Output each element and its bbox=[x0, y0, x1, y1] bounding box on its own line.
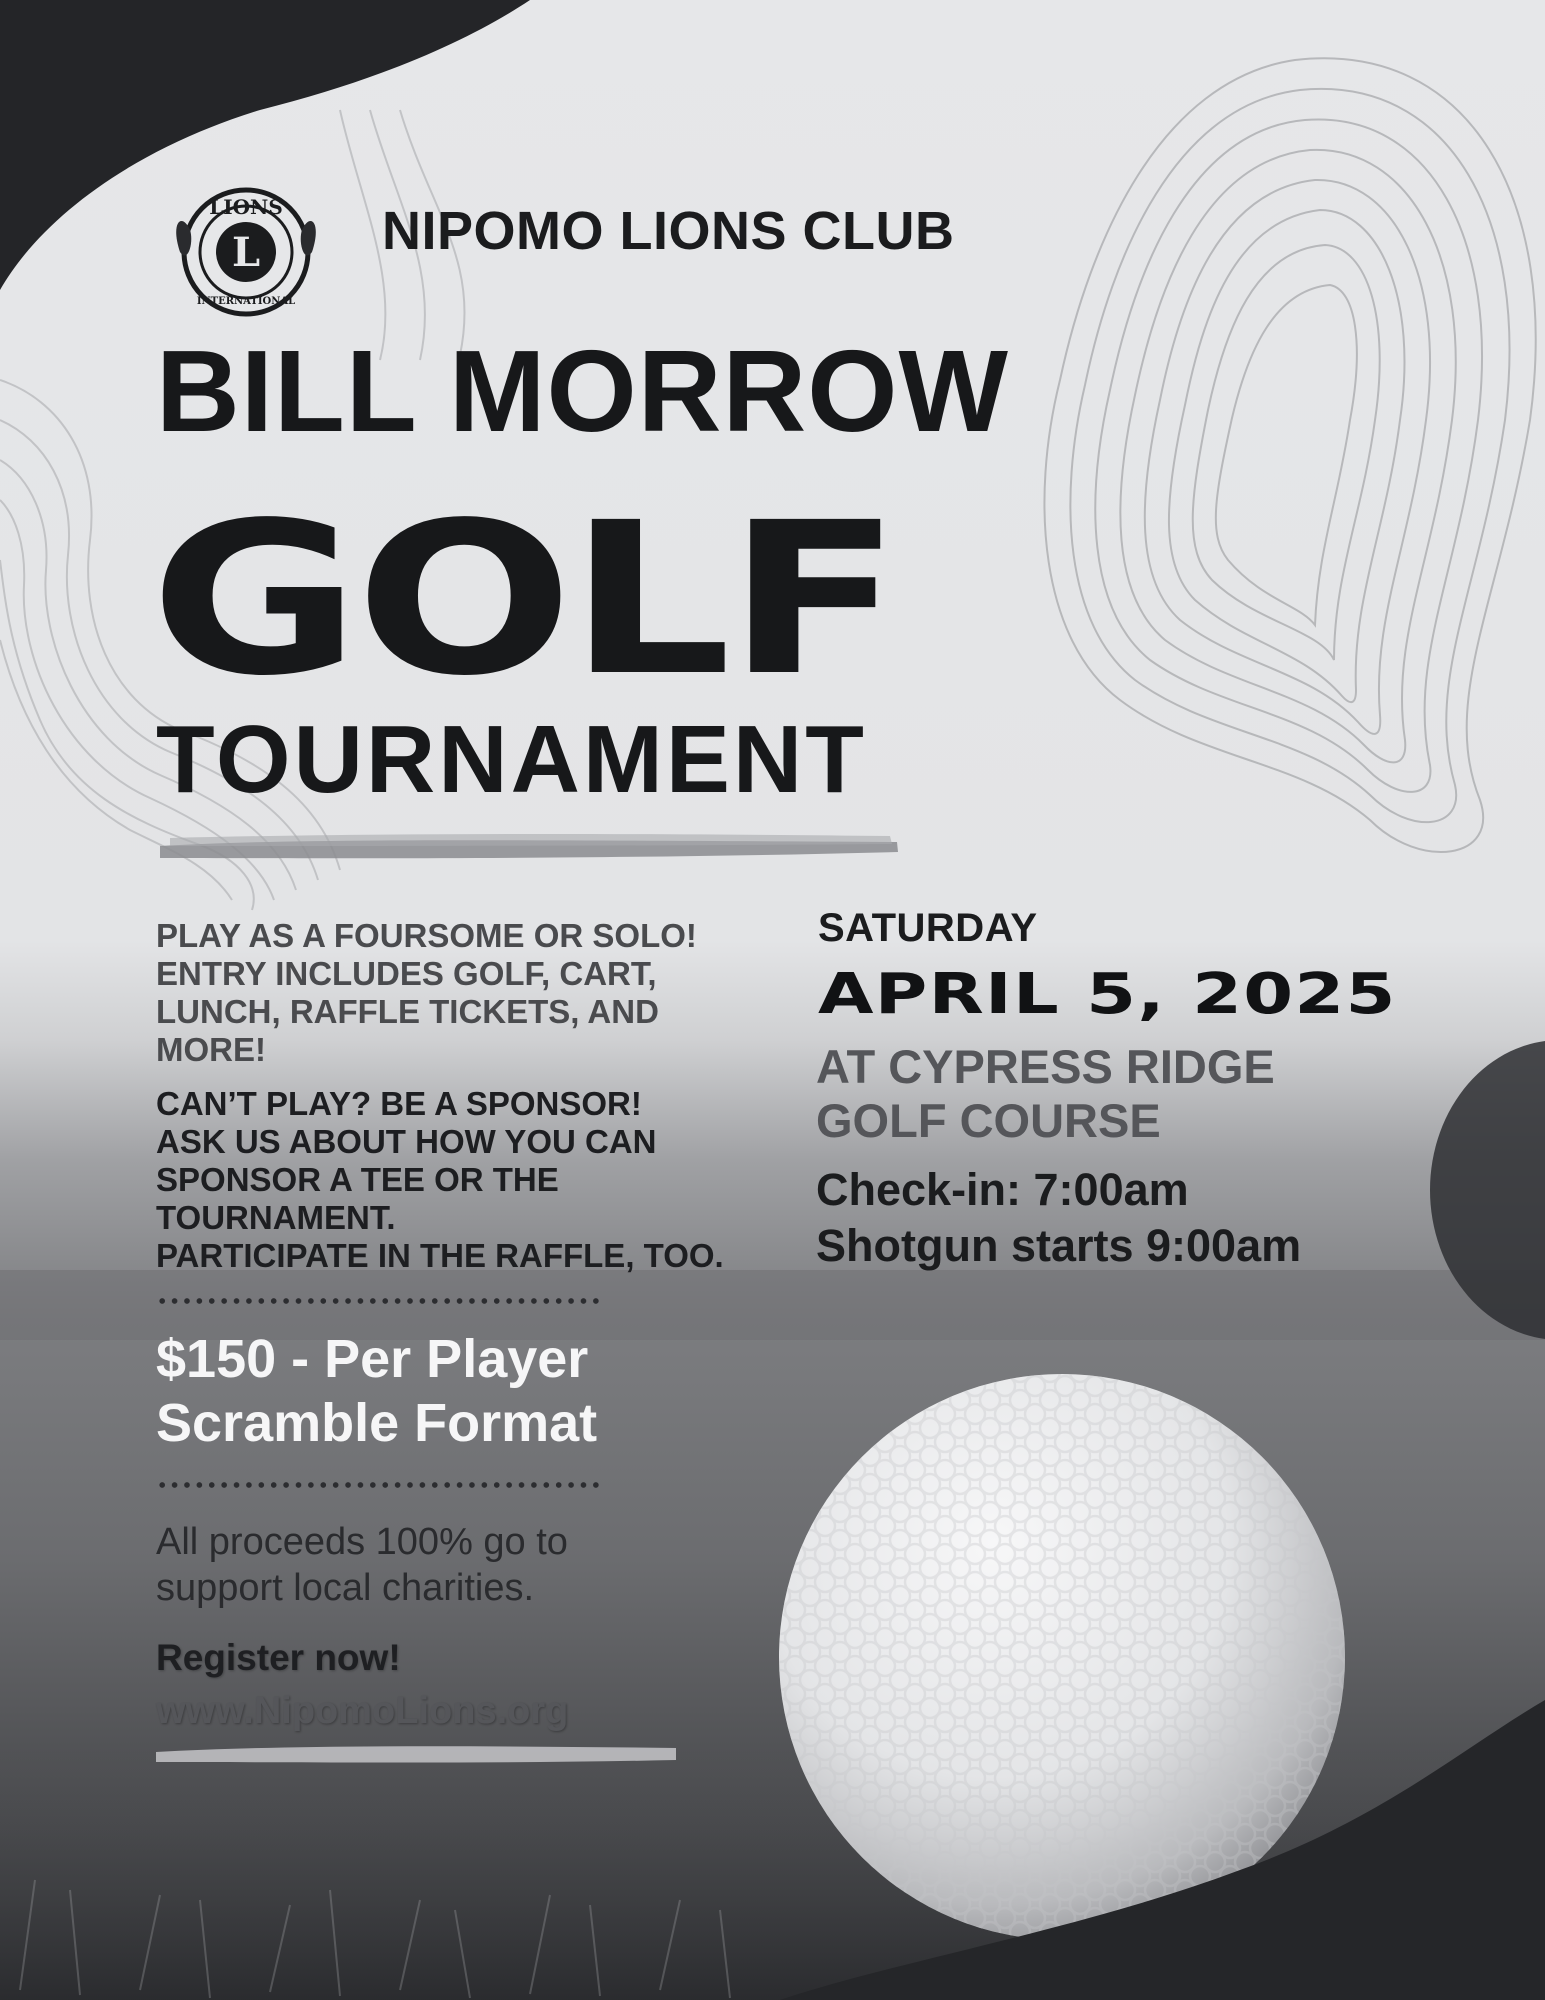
title-line-1: BILL MORROW bbox=[156, 326, 1009, 456]
sponsor-info-line: TOURNAMENT. bbox=[156, 1199, 396, 1236]
event-day: SATURDAY bbox=[818, 906, 1038, 950]
dotted-divider-bottom bbox=[156, 1481, 602, 1489]
charity-line: support local charities. bbox=[156, 1567, 535, 1609]
entry-info bbox=[156, 917, 756, 1069]
title-line-2: GOLF bbox=[150, 477, 897, 722]
sponsor-info-line: SPONSOR A TEE OR THE bbox=[156, 1161, 559, 1198]
logo-text-bottom: INTERNATIONAL bbox=[196, 296, 296, 307]
register-label: Register now! bbox=[156, 1637, 401, 1678]
venue-line: AT CYPRESS RIDGE bbox=[816, 1040, 1275, 1093]
logo-text-top: LIONS bbox=[209, 195, 283, 219]
title-line-3: TOURNAMENT bbox=[156, 706, 867, 813]
event-date: APRIL 5, 2025 bbox=[818, 962, 1397, 1027]
charity-note bbox=[156, 1519, 568, 1611]
entry-info-line: MORE! bbox=[156, 1031, 266, 1068]
sponsor-info bbox=[156, 1085, 776, 1275]
lions-logo bbox=[160, 172, 332, 332]
event-times bbox=[816, 1162, 1301, 1274]
logo-text-center: L bbox=[231, 229, 261, 276]
entry-info-line: LUNCH, RAFFLE TICKETS, AND bbox=[156, 993, 659, 1030]
venue-line: GOLF COURSE bbox=[816, 1094, 1161, 1147]
checkin-time: Check-in: 7:00am bbox=[816, 1164, 1189, 1215]
sponsor-info-line: CAN’T PLAY? BE A SPONSOR! bbox=[156, 1085, 642, 1122]
dotted-divider-top bbox=[156, 1297, 602, 1305]
club-name: NIPOMO LIONS CLUB bbox=[382, 201, 955, 261]
format-text: Scramble Format bbox=[156, 1393, 598, 1453]
website-link[interactable]: www.NipomoLions.org bbox=[156, 1690, 569, 1732]
entry-info-line: ENTRY INCLUDES GOLF, CART, bbox=[156, 955, 657, 992]
entry-info-line: PLAY AS A FOURSOME OR SOLO! bbox=[156, 917, 697, 954]
price-block bbox=[156, 1327, 597, 1455]
charity-line: All proceeds 100% go to bbox=[156, 1521, 568, 1563]
price-text: $150 - Per Player bbox=[156, 1329, 589, 1389]
event-venue bbox=[816, 1040, 1275, 1148]
sponsor-info-line: ASK US ABOUT HOW YOU CAN bbox=[156, 1123, 657, 1160]
sponsor-info-line: PARTICIPATE IN THE RAFFLE, TOO. bbox=[156, 1237, 724, 1274]
shotgun-start-time: Shotgun starts 9:00am bbox=[816, 1220, 1302, 1271]
